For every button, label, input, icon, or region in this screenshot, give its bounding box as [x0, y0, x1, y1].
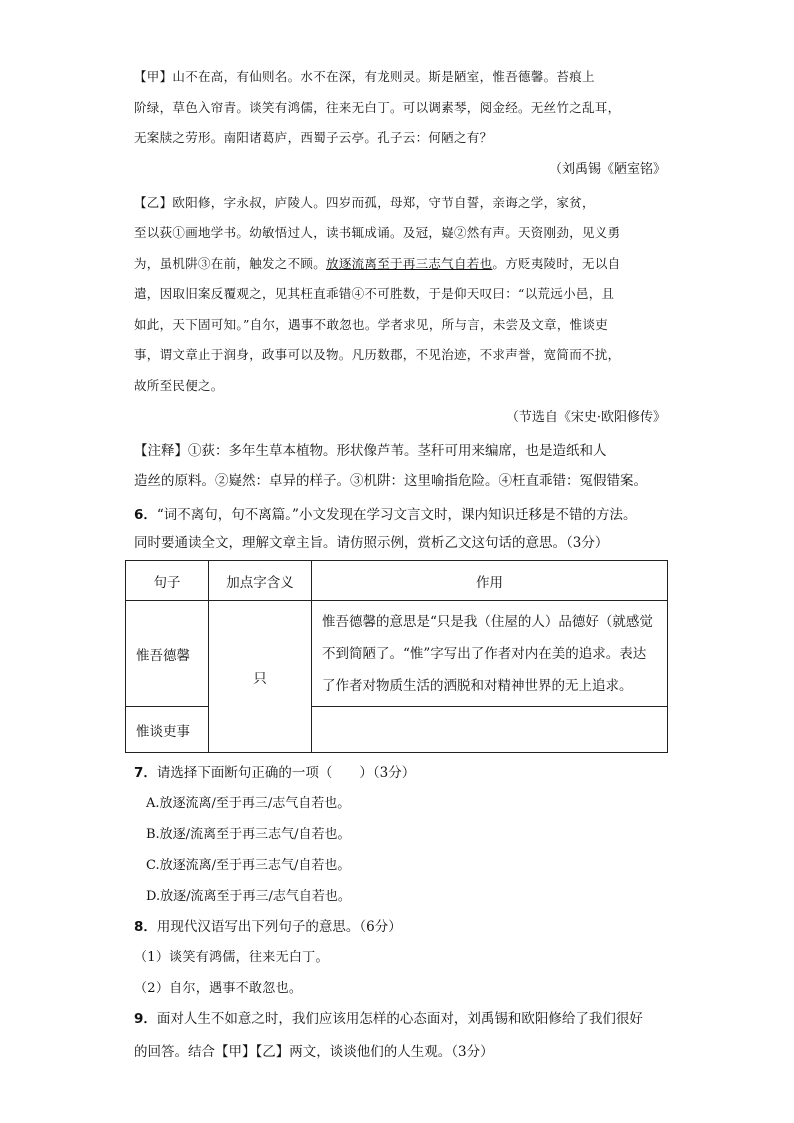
question-6-line-1 [134, 502, 674, 528]
table-header-row [126, 561, 668, 601]
passage-jia-line-2: 阶绿，草色入帘青。谈笑有鸿儒，往来无白丁。可以调素琴，阅金经。无丝竹之乱耳， [134, 100, 621, 115]
row1-sentence: 惟吾德馨 [126, 601, 209, 707]
passage-yi-source: （节选自《宋史·欧阳修传》 [505, 410, 666, 425]
passage-yi-line-3-end: 。方贬夷陵时，无以自 [492, 256, 621, 271]
passage-yi-line-1: 【乙】欧阳修，字永叔，庐陵人。四岁而孤，母郑，守节自誓，亲诲之学，家贫， [134, 195, 595, 210]
passage-jia-line-1: 【甲】山不在高，有仙则名。水不在深，有龙则灵。斯是陋室，惟吾德馨。苔痕上 [134, 69, 595, 84]
header-meaning: 加点字含义 [209, 561, 312, 601]
question-9-number: 9． [134, 1011, 157, 1027]
notes-line-2: 造丝的原料。②嶷然：卓异的样子。③机阱：这里喻指危险。④枉直乖错：冤假错案。 [134, 473, 647, 489]
row2-sentence: 惟谈吏事 [126, 707, 209, 753]
question-8-number: 8． [134, 919, 157, 935]
passage-jia-line-3: 无案牍之劳形。南阳诸葛庐，西蜀子云亭。孔子云：何陋之有？ [134, 130, 493, 145]
header-effect: 作用 [312, 561, 668, 601]
table-row [126, 601, 668, 707]
table-row [126, 707, 668, 753]
question-9-line-2: 的回答。结合【甲】【乙】两文，谈谈他们的人生观。（3分） [134, 1044, 494, 1060]
passage-yi-line-3 [134, 251, 664, 277]
question-9-text: 面对人生不如意之时，我们应该用怎样的心态面对，刘禹锡和欧阳修给了我们很好 [156, 1011, 643, 1027]
question-6-table [125, 560, 668, 753]
passage-yi-line-2: 至以荻①画地学书。幼敏悟过人，读书辄成诵。及冠，嶷②然有声。天资刚劲，见义勇 [134, 225, 621, 240]
question-7 [134, 760, 674, 786]
question-8-item-1: （1）谈笑有鸿儒，往来无白丁。 [134, 950, 329, 965]
passage-yi-line-7: 故所至民便之。 [134, 378, 224, 393]
question-8 [134, 914, 674, 940]
passage-yi-line-6: 事，谓文章止于润身，政事可以及物。凡历数郡，不见治迹，不求声誉，宽简而不扰， [134, 347, 621, 362]
option-c[interactable]: C.放逐流离/至于再三志气/自若也。 [146, 858, 351, 873]
question-9-line-1 [134, 1006, 674, 1032]
row1-effect: 惟吾德馨的意思是“只是我（住屋的人）品德好（就感觉不到简陋了。“惟”字写出了作者对内在美的追求。表达了作者对物质生活的洒脱和对精神世界的无上追求。 [312, 601, 668, 707]
shared-meaning: 只 [209, 601, 312, 753]
underlined-sentence: 放逐流离至于再三志气自若也 [326, 256, 493, 271]
passage-yi-line-4: 遣，因取旧案反覆观之，见其枉直乖错④不可胜数，于是仰天叹曰：“以荒远小邑，且 [134, 286, 615, 301]
row2-effect-answer-cell[interactable] [312, 707, 668, 753]
question-6-line-2: 同时要通读全文，理解文章主旨。请仿照示例，赏析乙文这句话的意思。（3分） [134, 535, 609, 551]
question-7-number: 7． [134, 765, 157, 781]
passage-yi-line-3-start: 为，虽机阱③在前，触发之不顾。 [134, 256, 327, 271]
passage-yi-line-5: 如此，天下固可知。”自尔，遇事不敢忽也。学者求见，所与言，未尝及文章，惟谈吏 [134, 317, 609, 332]
notes-line-1: 【注释】①荻：多年生草本植物。形状像芦苇。茎秆可用来编席，也是造纸和人 [134, 443, 607, 459]
question-8-item-2: （2）自尔，遇事不敢忽也。 [134, 981, 303, 996]
question-8-text: 用现代汉语写出下列句子的意思。（6分） [156, 919, 402, 935]
passage-jia-source: （刘禹锡《陋室铭》 [548, 162, 666, 177]
option-a[interactable]: A.放逐流离/至于再三/志气自若也。 [146, 796, 351, 811]
option-b[interactable]: B.放逐/流离至于再三志气/自若也。 [146, 827, 351, 842]
option-d[interactable]: D.放逐/流离至于再三/志气自若也。 [146, 889, 351, 904]
header-sentence: 句子 [126, 561, 209, 601]
question-6-number: 6． [134, 507, 157, 523]
question-7-text: 请选择下面断句正确的一项（ ）（3分） [156, 765, 416, 781]
question-6-text: “词不离句，句不离篇。”小文发现在学习文言文时，课内知识迁移是不错的方法。 [156, 507, 637, 523]
